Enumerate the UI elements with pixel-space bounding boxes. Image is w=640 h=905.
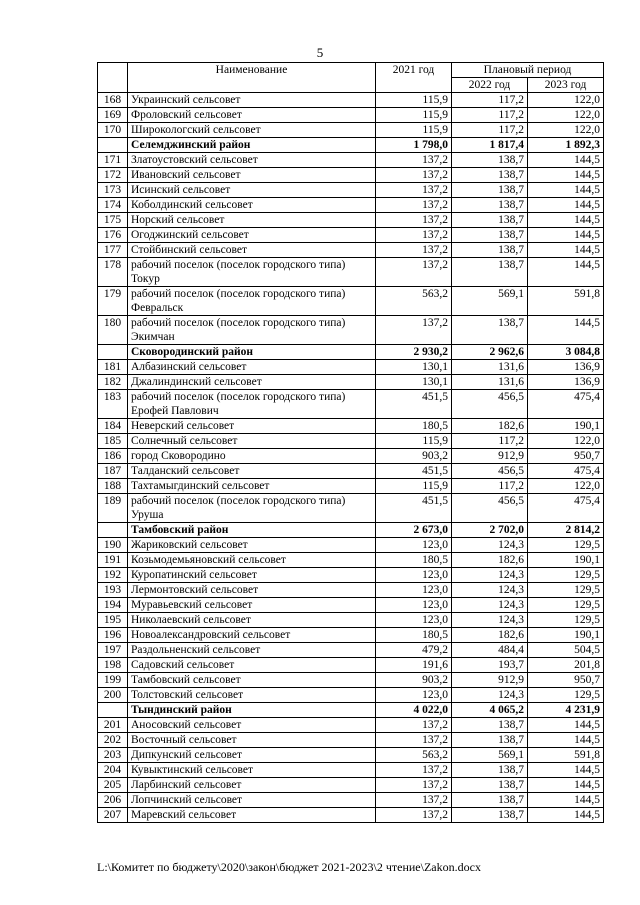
row-name: Талданский сельсовет bbox=[128, 464, 376, 479]
row-number: 189 bbox=[98, 494, 128, 523]
row-number: 204 bbox=[98, 763, 128, 778]
row-number: 177 bbox=[98, 243, 128, 258]
value-2021: 180,5 bbox=[376, 419, 452, 434]
value-2021: 123,0 bbox=[376, 613, 452, 628]
row-number: 188 bbox=[98, 479, 128, 494]
row-name: Муравьевский сельсовет bbox=[128, 598, 376, 613]
value-2022: 138,7 bbox=[452, 168, 528, 183]
value-2023: 129,5 bbox=[528, 538, 604, 553]
row-name: Садовский сельсовет bbox=[128, 658, 376, 673]
row-name: Тындинский район bbox=[128, 703, 376, 718]
row-number: 191 bbox=[98, 553, 128, 568]
value-2022: 456,5 bbox=[452, 464, 528, 479]
value-2022: 2 702,0 bbox=[452, 523, 528, 538]
value-2021: 115,9 bbox=[376, 93, 452, 108]
value-2023: 122,0 bbox=[528, 434, 604, 449]
value-2021: 123,0 bbox=[376, 688, 452, 703]
table-row bbox=[98, 464, 604, 479]
value-2023: 129,5 bbox=[528, 583, 604, 598]
row-name: Златоустовский сельсовет bbox=[128, 153, 376, 168]
header-2021: 2021 год bbox=[376, 63, 452, 93]
value-2021: 137,2 bbox=[376, 763, 452, 778]
value-2023: 144,5 bbox=[528, 213, 604, 228]
table-row bbox=[98, 583, 604, 598]
value-2023: 591,8 bbox=[528, 748, 604, 763]
value-2023: 129,5 bbox=[528, 688, 604, 703]
value-2021: 123,0 bbox=[376, 583, 452, 598]
value-2022: 138,7 bbox=[452, 733, 528, 748]
district-total-row bbox=[98, 345, 604, 360]
district-total-row bbox=[98, 138, 604, 153]
table-row bbox=[98, 658, 604, 673]
row-number: 198 bbox=[98, 658, 128, 673]
value-2021: 137,2 bbox=[376, 168, 452, 183]
value-2023: 190,1 bbox=[528, 419, 604, 434]
value-2023: 144,5 bbox=[528, 228, 604, 243]
row-name: рабочий поселок (поселок городского типа) Февральск bbox=[128, 287, 376, 316]
value-2023: 129,5 bbox=[528, 598, 604, 613]
table-row bbox=[98, 628, 604, 643]
table-row bbox=[98, 287, 604, 316]
table-row bbox=[98, 243, 604, 258]
value-2022: 124,3 bbox=[452, 583, 528, 598]
table-row bbox=[98, 733, 604, 748]
value-2021: 130,1 bbox=[376, 360, 452, 375]
row-number: 179 bbox=[98, 287, 128, 316]
value-2021: 180,5 bbox=[376, 553, 452, 568]
row-name: рабочий поселок (поселок городского типа) Ерофей Павлович bbox=[128, 390, 376, 419]
value-2023: 4 231,9 bbox=[528, 703, 604, 718]
value-2021: 123,0 bbox=[376, 568, 452, 583]
table-row bbox=[98, 153, 604, 168]
value-2023: 144,5 bbox=[528, 718, 604, 733]
value-2023: 144,5 bbox=[528, 183, 604, 198]
row-number: 181 bbox=[98, 360, 128, 375]
row-name: Селемджинский район bbox=[128, 138, 376, 153]
value-2023: 144,5 bbox=[528, 763, 604, 778]
value-2023: 144,5 bbox=[528, 198, 604, 213]
value-2021: 115,9 bbox=[376, 434, 452, 449]
page-number: 5 bbox=[316, 45, 324, 60]
value-2021: 137,2 bbox=[376, 793, 452, 808]
value-2022: 117,2 bbox=[452, 93, 528, 108]
value-2023: 144,5 bbox=[528, 778, 604, 793]
value-2022: 117,2 bbox=[452, 479, 528, 494]
value-2022: 117,2 bbox=[452, 108, 528, 123]
row-number: 174 bbox=[98, 198, 128, 213]
row-number: 195 bbox=[98, 613, 128, 628]
value-2021: 115,9 bbox=[376, 123, 452, 138]
value-2023: 950,7 bbox=[528, 449, 604, 464]
value-2022: 138,7 bbox=[452, 183, 528, 198]
table-row bbox=[98, 168, 604, 183]
row-number: 185 bbox=[98, 434, 128, 449]
value-2021: 115,9 bbox=[376, 479, 452, 494]
value-2023: 2 814,2 bbox=[528, 523, 604, 538]
value-2022: 138,7 bbox=[452, 763, 528, 778]
value-2021: 451,5 bbox=[376, 390, 452, 419]
row-name: Новоалександровский сельсовет bbox=[128, 628, 376, 643]
value-2023: 475,4 bbox=[528, 390, 604, 419]
row-name: Восточный сельсовет bbox=[128, 733, 376, 748]
value-2021: 123,0 bbox=[376, 538, 452, 553]
value-2023: 144,5 bbox=[528, 258, 604, 287]
value-2022: 138,7 bbox=[452, 778, 528, 793]
row-name: Козьмодемьяновский сельсовет bbox=[128, 553, 376, 568]
table-row bbox=[98, 198, 604, 213]
table-row bbox=[98, 360, 604, 375]
row-name: Широкологский сельсовет bbox=[128, 123, 376, 138]
value-2022: 138,7 bbox=[452, 793, 528, 808]
table-row bbox=[98, 375, 604, 390]
table-row bbox=[98, 213, 604, 228]
value-2021: 451,5 bbox=[376, 464, 452, 479]
header-number bbox=[98, 63, 128, 93]
table-row bbox=[98, 316, 604, 345]
value-2022: 138,7 bbox=[452, 198, 528, 213]
row-name: Ивановский сельсовет bbox=[128, 168, 376, 183]
header-2023: 2023 год bbox=[528, 78, 604, 93]
row-number: 186 bbox=[98, 449, 128, 464]
value-2022: 912,9 bbox=[452, 673, 528, 688]
row-number: 170 bbox=[98, 123, 128, 138]
row-name: Лермонтовский сельсовет bbox=[128, 583, 376, 598]
value-2023: 475,4 bbox=[528, 464, 604, 479]
value-2023: 122,0 bbox=[528, 123, 604, 138]
value-2021: 191,6 bbox=[376, 658, 452, 673]
value-2022: 1 817,4 bbox=[452, 138, 528, 153]
value-2021: 137,2 bbox=[376, 228, 452, 243]
row-name: Неверский сельсовет bbox=[128, 419, 376, 434]
value-2023: 129,5 bbox=[528, 568, 604, 583]
row-number: 196 bbox=[98, 628, 128, 643]
value-2022: 569,1 bbox=[452, 748, 528, 763]
table-row bbox=[98, 494, 604, 523]
row-number: 201 bbox=[98, 718, 128, 733]
row-name: Джалиндинский сельсовет bbox=[128, 375, 376, 390]
row-name: Аносовский сельсовет bbox=[128, 718, 376, 733]
row-name: Кувыктинский сельсовет bbox=[128, 763, 376, 778]
value-2023: 122,0 bbox=[528, 479, 604, 494]
value-2023: 144,5 bbox=[528, 808, 604, 823]
table-row bbox=[98, 613, 604, 628]
value-2023: 136,9 bbox=[528, 375, 604, 390]
value-2021: 4 022,0 bbox=[376, 703, 452, 718]
row-number: 173 bbox=[98, 183, 128, 198]
value-2023: 122,0 bbox=[528, 93, 604, 108]
table-row bbox=[98, 793, 604, 808]
value-2021: 563,2 bbox=[376, 748, 452, 763]
value-2021: 2 930,2 bbox=[376, 345, 452, 360]
value-2021: 479,2 bbox=[376, 643, 452, 658]
row-name: Исинский сельсовет bbox=[128, 183, 376, 198]
row-name: Жариковский сельсовет bbox=[128, 538, 376, 553]
table-row bbox=[98, 419, 604, 434]
value-2022: 138,7 bbox=[452, 213, 528, 228]
table-row bbox=[98, 598, 604, 613]
row-name: город Сковородино bbox=[128, 449, 376, 464]
budget-table bbox=[97, 62, 604, 823]
row-name: Тахтамыгдинский сельсовет bbox=[128, 479, 376, 494]
value-2022: 117,2 bbox=[452, 123, 528, 138]
row-number: 194 bbox=[98, 598, 128, 613]
header-name: Наименование bbox=[128, 63, 376, 93]
footer-file-path: L:\Комитет по бюджету\2020\закон\бюджет 2021-2023\2 чтение\Zakon.docx bbox=[97, 860, 481, 874]
row-name: рабочий поселок (поселок городского типа) Экимчан bbox=[128, 316, 376, 345]
table-row bbox=[98, 568, 604, 583]
district-total-row bbox=[98, 523, 604, 538]
value-2022: 912,9 bbox=[452, 449, 528, 464]
row-number bbox=[98, 138, 128, 153]
row-number: 171 bbox=[98, 153, 128, 168]
row-name: Маревский сельсовет bbox=[128, 808, 376, 823]
value-2022: 138,7 bbox=[452, 228, 528, 243]
row-number: 205 bbox=[98, 778, 128, 793]
value-2023: 144,5 bbox=[528, 153, 604, 168]
table-row bbox=[98, 258, 604, 287]
table-row bbox=[98, 808, 604, 823]
row-number: 197 bbox=[98, 643, 128, 658]
row-name: Лопчинский сельсовет bbox=[128, 793, 376, 808]
row-name: Тамбовский сельсовет bbox=[128, 673, 376, 688]
value-2022: 2 962,6 bbox=[452, 345, 528, 360]
value-2022: 182,6 bbox=[452, 553, 528, 568]
row-name: Норский сельсовет bbox=[128, 213, 376, 228]
value-2023: 190,1 bbox=[528, 628, 604, 643]
value-2022: 456,5 bbox=[452, 390, 528, 419]
value-2022: 138,7 bbox=[452, 718, 528, 733]
value-2023: 144,5 bbox=[528, 316, 604, 345]
row-name: рабочий поселок (поселок городского типа) Уруша bbox=[128, 494, 376, 523]
table-row bbox=[98, 228, 604, 243]
row-name: Толстовский сельсовет bbox=[128, 688, 376, 703]
row-name: Солнечный сельсовет bbox=[128, 434, 376, 449]
value-2021: 130,1 bbox=[376, 375, 452, 390]
value-2021: 137,2 bbox=[376, 183, 452, 198]
table-row bbox=[98, 778, 604, 793]
value-2021: 137,2 bbox=[376, 778, 452, 793]
table-row bbox=[98, 183, 604, 198]
row-name: Стойбинский сельсовет bbox=[128, 243, 376, 258]
value-2023: 190,1 bbox=[528, 553, 604, 568]
value-2021: 903,2 bbox=[376, 673, 452, 688]
value-2022: 182,6 bbox=[452, 628, 528, 643]
value-2022: 138,7 bbox=[452, 258, 528, 287]
value-2023: 129,5 bbox=[528, 613, 604, 628]
value-2023: 1 892,3 bbox=[528, 138, 604, 153]
value-2021: 2 673,0 bbox=[376, 523, 452, 538]
table-row bbox=[98, 718, 604, 733]
value-2022: 138,7 bbox=[452, 808, 528, 823]
row-number: 176 bbox=[98, 228, 128, 243]
table-row bbox=[98, 763, 604, 778]
value-2023: 504,5 bbox=[528, 643, 604, 658]
row-name: Коболдинский сельсовет bbox=[128, 198, 376, 213]
row-name: рабочий поселок (поселок городского типа) Токур bbox=[128, 258, 376, 287]
value-2022: 182,6 bbox=[452, 419, 528, 434]
value-2023: 144,5 bbox=[528, 793, 604, 808]
row-number: 182 bbox=[98, 375, 128, 390]
row-name: Куропатинский сельсовет bbox=[128, 568, 376, 583]
table-row bbox=[98, 123, 604, 138]
value-2022: 4 065,2 bbox=[452, 703, 528, 718]
value-2022: 138,7 bbox=[452, 153, 528, 168]
value-2021: 563,2 bbox=[376, 287, 452, 316]
row-number: 206 bbox=[98, 793, 128, 808]
row-name: Раздольненский сельсовет bbox=[128, 643, 376, 658]
row-name: Украинский сельсовет bbox=[128, 93, 376, 108]
row-number: 200 bbox=[98, 688, 128, 703]
row-name: Дипкунский сельсовет bbox=[128, 748, 376, 763]
header-2022: 2022 год bbox=[452, 78, 528, 93]
table-row bbox=[98, 390, 604, 419]
value-2022: 138,7 bbox=[452, 316, 528, 345]
row-number: 207 bbox=[98, 808, 128, 823]
value-2023: 950,7 bbox=[528, 673, 604, 688]
row-number: 175 bbox=[98, 213, 128, 228]
value-2023: 591,8 bbox=[528, 287, 604, 316]
header-planned-period: Плановый период bbox=[452, 63, 604, 78]
value-2021: 903,2 bbox=[376, 449, 452, 464]
value-2022: 131,6 bbox=[452, 375, 528, 390]
table-header bbox=[98, 63, 604, 93]
value-2021: 137,2 bbox=[376, 718, 452, 733]
table-row bbox=[98, 553, 604, 568]
value-2021: 137,2 bbox=[376, 198, 452, 213]
value-2022: 456,5 bbox=[452, 494, 528, 523]
row-name: Ларбинский сельсовет bbox=[128, 778, 376, 793]
row-name: Албазинский сельсовет bbox=[128, 360, 376, 375]
value-2022: 124,3 bbox=[452, 568, 528, 583]
row-number bbox=[98, 703, 128, 718]
value-2021: 137,2 bbox=[376, 316, 452, 345]
table-row bbox=[98, 748, 604, 763]
row-number: 193 bbox=[98, 583, 128, 598]
row-number: 187 bbox=[98, 464, 128, 479]
district-total-row bbox=[98, 703, 604, 718]
value-2022: 124,3 bbox=[452, 598, 528, 613]
value-2021: 451,5 bbox=[376, 494, 452, 523]
value-2022: 117,2 bbox=[452, 434, 528, 449]
table-row bbox=[98, 688, 604, 703]
table-row bbox=[98, 643, 604, 658]
row-name: Огоджинский сельсовет bbox=[128, 228, 376, 243]
value-2023: 144,5 bbox=[528, 168, 604, 183]
value-2022: 138,7 bbox=[452, 243, 528, 258]
table-row bbox=[98, 449, 604, 464]
table-body bbox=[98, 93, 604, 823]
row-number: 172 bbox=[98, 168, 128, 183]
value-2023: 122,0 bbox=[528, 108, 604, 123]
row-number: 203 bbox=[98, 748, 128, 763]
value-2021: 137,2 bbox=[376, 243, 452, 258]
row-number bbox=[98, 345, 128, 360]
row-name: Николаевский сельсовет bbox=[128, 613, 376, 628]
table-row bbox=[98, 108, 604, 123]
table-row bbox=[98, 479, 604, 494]
value-2022: 569,1 bbox=[452, 287, 528, 316]
value-2023: 144,5 bbox=[528, 733, 604, 748]
value-2022: 131,6 bbox=[452, 360, 528, 375]
value-2021: 180,5 bbox=[376, 628, 452, 643]
row-name: Сковородинский район bbox=[128, 345, 376, 360]
table-row bbox=[98, 538, 604, 553]
value-2021: 137,2 bbox=[376, 258, 452, 287]
value-2022: 124,3 bbox=[452, 538, 528, 553]
value-2023: 201,8 bbox=[528, 658, 604, 673]
table-row bbox=[98, 434, 604, 449]
value-2022: 484,4 bbox=[452, 643, 528, 658]
value-2023: 136,9 bbox=[528, 360, 604, 375]
row-number: 180 bbox=[98, 316, 128, 345]
table-row bbox=[98, 673, 604, 688]
value-2023: 144,5 bbox=[528, 243, 604, 258]
value-2021: 137,2 bbox=[376, 153, 452, 168]
value-2021: 137,2 bbox=[376, 213, 452, 228]
row-name: Фроловский сельсовет bbox=[128, 108, 376, 123]
value-2023: 475,4 bbox=[528, 494, 604, 523]
row-number: 202 bbox=[98, 733, 128, 748]
value-2021: 137,2 bbox=[376, 808, 452, 823]
table-row bbox=[98, 93, 604, 108]
value-2022: 124,3 bbox=[452, 688, 528, 703]
row-number: 168 bbox=[98, 93, 128, 108]
row-name: Тамбовский район bbox=[128, 523, 376, 538]
row-number: 169 bbox=[98, 108, 128, 123]
row-number: 199 bbox=[98, 673, 128, 688]
row-number bbox=[98, 523, 128, 538]
row-number: 184 bbox=[98, 419, 128, 434]
value-2021: 137,2 bbox=[376, 733, 452, 748]
row-number: 190 bbox=[98, 538, 128, 553]
value-2021: 123,0 bbox=[376, 598, 452, 613]
value-2023: 3 084,8 bbox=[528, 345, 604, 360]
value-2022: 193,7 bbox=[452, 658, 528, 673]
value-2022: 124,3 bbox=[452, 613, 528, 628]
row-number: 178 bbox=[98, 258, 128, 287]
value-2021: 115,9 bbox=[376, 108, 452, 123]
row-number: 183 bbox=[98, 390, 128, 419]
value-2021: 1 798,0 bbox=[376, 138, 452, 153]
row-number: 192 bbox=[98, 568, 128, 583]
